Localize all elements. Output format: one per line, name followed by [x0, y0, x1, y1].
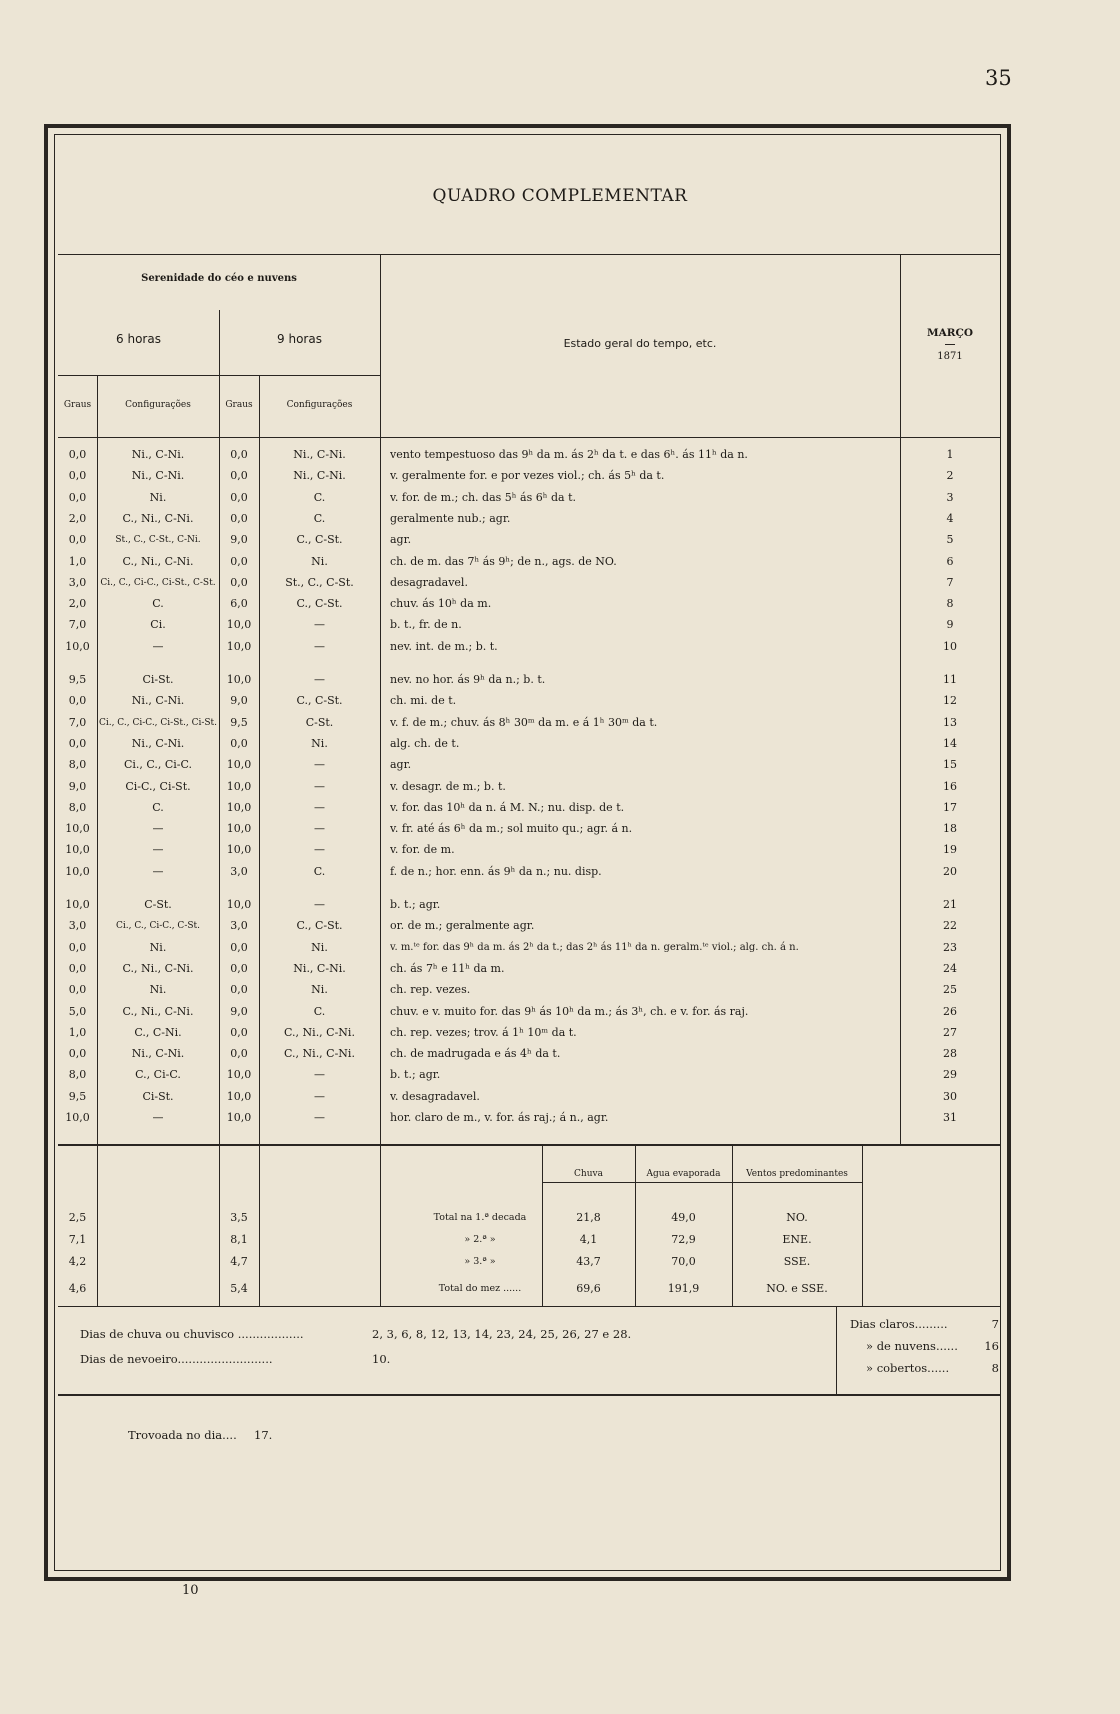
cell-estado: hor. claro de m., v. for. ás raj.; á n., agr.: [390, 1111, 609, 1124]
cell-estado: f. de n.; hor. enn. ás 9ʰ da n.; nu. disp.: [390, 864, 602, 878]
cell-c6: C.: [152, 597, 164, 611]
cell-day: 25: [943, 983, 957, 997]
cell-g6: 0,0: [68, 694, 87, 708]
cell-c6: C., Ci-C.: [135, 1068, 181, 1082]
summary-g9: 4,7: [230, 1255, 248, 1268]
cell-g6: 5,0: [68, 1004, 87, 1018]
cell-c9: —: [314, 1068, 325, 1082]
cell-g6: 10,0: [65, 864, 90, 878]
cell-c9: —: [314, 618, 325, 632]
cell-day: 27: [943, 1025, 957, 1039]
cell-c6: Ci-St.: [142, 673, 174, 686]
notes-rule: [58, 1394, 1000, 1396]
cell-c9: Ni., C-Ni.: [293, 469, 346, 483]
header-config-6: Configurações: [125, 400, 191, 410]
page-number: 35: [985, 66, 1012, 90]
cell-g9: 0,0: [230, 736, 248, 750]
header-graus-9: Graus: [225, 400, 253, 410]
cell-estado: ch. rep. vezes.: [390, 983, 471, 997]
cell-c9: Ni.: [311, 554, 328, 568]
cell-g9: 0,0: [230, 490, 248, 504]
summary-label: » 2.ª »: [464, 1234, 496, 1245]
summary-col-ventos: Ventos predominantes: [746, 1169, 848, 1179]
summary-g9: 8,1: [230, 1233, 248, 1246]
cell-g6: 0,0: [68, 490, 87, 504]
cell-g6: 0,0: [68, 961, 87, 975]
cell-g9: 9,0: [230, 533, 248, 547]
cell-g9: 10,0: [226, 639, 252, 653]
summary-g9: 5,4: [230, 1282, 248, 1295]
cell-g6: 8,0: [68, 1068, 87, 1082]
cell-g9: 0,0: [230, 511, 248, 525]
cobertos-value: 8: [991, 1361, 999, 1375]
cell-estado: or. de m.; geralmente agr.: [390, 919, 535, 933]
cell-g9: 0,0: [230, 940, 248, 954]
cell-c6: Ni.: [149, 940, 167, 954]
cell-g6: 1,0: [68, 1025, 87, 1039]
summary-g6: 4,6: [68, 1282, 87, 1295]
cell-c9: —: [314, 779, 325, 793]
summary-vento: NO. e SSE.: [766, 1282, 828, 1295]
header-graus-6: Graus: [63, 400, 92, 410]
summary-col-chuva: Chuva: [574, 1169, 603, 1179]
cell-estado: ch. de madrugada e ás 4ʰ da t.: [390, 1047, 561, 1061]
cell-estado: nev. no hor. ás 9ʰ da n.; b. t.: [390, 673, 546, 686]
cell-c6: St., C., C-St., C-Ni.: [115, 535, 201, 546]
header-config-9: Configurações: [286, 400, 353, 410]
cell-c9: —: [314, 758, 325, 772]
cell-g6: 10,0: [65, 843, 90, 857]
cell-estado: v. m.ᵗᵉ for. das 9ʰ da m. ás 2ʰ da t.; das 2ʰ ás 11ʰ da n. geralm.ᵗᵉ viol.; alg. ch. á n.: [390, 941, 799, 953]
cell-c9: Ni.: [311, 983, 328, 997]
cell-g9: 0,0: [230, 983, 248, 997]
cell-c6: —: [152, 843, 164, 857]
summary-g6: 4,2: [68, 1255, 87, 1268]
cell-c6: Ci., C., Ci-C., C-St.: [115, 921, 201, 932]
cell-day: 4: [946, 511, 954, 525]
cell-day: 19: [943, 843, 957, 857]
cell-c9: —: [314, 898, 325, 911]
summary-label: Total na 1.ª decada: [433, 1212, 527, 1223]
cell-day: 16: [943, 779, 957, 793]
cell-estado: vento tempestuoso das 9ʰ da m. ás 2ʰ da t. e das 6ʰ. ás 11ʰ da n.: [390, 448, 748, 461]
cell-estado: chuv. e v. muito for. das 9ʰ ás 10ʰ da m.; ás 3ʰ, ch. e v. for. ás raj.: [390, 1004, 749, 1018]
cell-day: 5: [946, 533, 954, 547]
summary-label: » 3.ª »: [464, 1256, 496, 1267]
nevoeiro-days-label: Dias de nevoeiro..........................: [80, 1352, 273, 1366]
cell-c9: C., Ni., C-Ni.: [284, 1047, 355, 1061]
cell-day: 9: [946, 618, 954, 632]
header-bottom-rule: [58, 437, 1000, 438]
col-line-4: [380, 254, 381, 1306]
summary-g6: 7,1: [68, 1233, 87, 1246]
month-dash: [945, 344, 955, 345]
cell-g6: 9,0: [68, 779, 87, 793]
nuvens-value: 16: [984, 1339, 999, 1353]
trovoada-value: 17.: [254, 1428, 273, 1442]
cell-estado: desagradavel.: [390, 575, 468, 589]
cell-day: 17: [943, 800, 957, 814]
cell-g9: 0,0: [230, 448, 248, 461]
summary-g9: 3,5: [230, 1211, 248, 1224]
cell-day: 13: [943, 715, 957, 729]
cell-estado: nev. int. de m.; b. t.: [390, 639, 498, 653]
nuvens-label: » de nuvens......: [866, 1339, 958, 1353]
cell-estado: v. geralmente for. e por vezes viol.; ch. ás 5ʰ da t.: [390, 469, 665, 483]
cell-estado: v. desagradavel.: [390, 1089, 480, 1103]
summary-chuva: 69,6: [576, 1282, 601, 1295]
cell-g6: 3,0: [68, 575, 87, 589]
cell-c6: Ni., C-Ni.: [131, 736, 185, 750]
cell-g6: 7,0: [68, 715, 87, 729]
cell-g6: 0,0: [68, 469, 87, 483]
cell-c9: —: [314, 1089, 325, 1103]
cell-day: 14: [943, 736, 957, 750]
cell-estado: b. t.; agr.: [390, 898, 441, 911]
cell-g9: 3,0: [230, 864, 248, 878]
cell-c6: Ni., C-Ni.: [131, 469, 185, 483]
cobertos-label: » cobertos......: [866, 1361, 950, 1375]
cell-c9: C., Ni., C-Ni.: [284, 1025, 355, 1039]
cell-c6: C., C-Ni.: [134, 1025, 182, 1039]
cell-estado: ch. rep. vezes; trov. á 1ʰ 10ᵐ da t.: [390, 1025, 577, 1039]
cell-c6: Ni.: [149, 490, 167, 504]
cell-estado: v. f. de m.; chuv. ás 8ʰ 30ᵐ da m. e á 1ʰ 30ᵐ da t.: [390, 715, 658, 729]
page-title: QUADRO COMPLEMENTAR: [432, 186, 688, 206]
header-9-horas: 9 horas: [277, 332, 322, 346]
cell-c9: C., C-St.: [296, 533, 343, 547]
footer-number: 10: [182, 1583, 199, 1598]
cell-day: 1: [946, 448, 954, 461]
cell-estado: v. for. de m.: [390, 843, 455, 857]
summary-agua: 70,0: [671, 1255, 696, 1268]
cell-day: 2: [946, 469, 954, 483]
cell-estado: agr.: [390, 533, 412, 547]
cell-g9: 10,0: [226, 779, 252, 793]
cell-c9: C.: [313, 490, 326, 504]
cell-g9: 0,0: [230, 1047, 248, 1061]
cell-c9: St., C., C-St.: [285, 575, 354, 589]
cell-estado: v. desagr. de m.; b. t.: [390, 779, 506, 793]
summary-header-rule: [542, 1182, 862, 1183]
cell-g9: 9,0: [230, 1004, 248, 1018]
cell-c9: C.: [313, 864, 326, 878]
cell-c6: Ni.: [149, 983, 167, 997]
cell-estado: ch. ás 7ʰ e 11ʰ da m.: [390, 961, 505, 975]
cell-c6: —: [152, 1111, 164, 1124]
header-serenidade: Serenidade do céo e nuvens: [141, 273, 297, 284]
summary-chuva: 4,1: [579, 1233, 598, 1246]
cell-day: 18: [943, 822, 957, 836]
cell-c9: C.: [313, 511, 326, 525]
cell-c9: C., C-St.: [296, 597, 343, 611]
cell-c6: Ci-C., Ci-St.: [125, 779, 191, 793]
cell-day: 20: [943, 864, 957, 878]
cell-g6: 10,0: [65, 822, 90, 836]
cell-day: 12: [943, 694, 957, 708]
header-month: MARÇO: [927, 327, 973, 339]
cell-c9: —: [314, 639, 325, 653]
cell-c9: —: [314, 822, 325, 836]
cell-g9: 10,0: [226, 822, 252, 836]
cell-day: 3: [946, 490, 954, 504]
cell-g6: 10,0: [65, 639, 90, 653]
cell-estado: geralmente nub.; agr.: [390, 511, 511, 525]
cell-c6: C-St.: [144, 898, 172, 911]
col-line-9: [862, 1144, 863, 1306]
cell-c6: —: [152, 864, 164, 878]
cell-g9: 10,0: [226, 758, 252, 772]
cell-c6: C., Ni., C-Ni.: [122, 961, 194, 975]
cell-g6: 9,5: [68, 673, 87, 686]
cell-day: 28: [943, 1047, 957, 1061]
cell-estado: v. for. das 10ʰ da n. á M. N.; nu. disp. de t.: [390, 800, 625, 814]
cell-g6: 9,5: [68, 1089, 87, 1103]
summary-vento: NO.: [786, 1211, 808, 1224]
cell-g9: 9,0: [230, 694, 248, 708]
cell-g9: 9,5: [230, 715, 248, 729]
cell-day: 8: [946, 597, 954, 611]
cell-g9: 3,0: [230, 919, 248, 933]
cell-estado: ch. mi. de t.: [390, 694, 457, 708]
cell-g9: 0,0: [230, 575, 248, 589]
cell-g9: 0,0: [230, 961, 248, 975]
summary-g6: 2,5: [68, 1211, 87, 1224]
summary-vento: SSE.: [783, 1255, 811, 1268]
header-6-horas: 6 horas: [116, 332, 161, 346]
cell-estado: agr.: [390, 758, 412, 772]
cell-g9: 10,0: [226, 843, 252, 857]
summary-agua: 191,9: [667, 1282, 700, 1295]
col-line-10: [836, 1306, 837, 1394]
cell-g9: 10,0: [226, 673, 252, 686]
days-bottom-rule: [58, 1144, 1000, 1146]
cell-g9: 10,0: [226, 800, 252, 814]
cell-c9: —: [314, 843, 325, 857]
cell-day: 15: [943, 758, 957, 772]
cell-c9: Ni.: [311, 940, 328, 954]
cell-c6: Ci., C., Ci-C., Ci-St., Ci-St.: [98, 717, 218, 728]
cell-g9: 0,0: [230, 554, 248, 568]
cell-c6: Ni., C-Ni.: [131, 1047, 185, 1061]
cell-c6: Ci.: [150, 618, 166, 632]
cell-g6: 8,0: [68, 758, 87, 772]
cell-g6: 2,0: [68, 597, 87, 611]
cell-g9: 10,0: [226, 1111, 252, 1124]
trovoada-label: Trovoada no dia....: [128, 1428, 237, 1442]
cell-c9: Ni., C-Ni.: [293, 961, 346, 975]
cell-g9: 10,0: [226, 618, 252, 632]
cell-c9: —: [314, 673, 325, 686]
cell-day: 22: [943, 919, 957, 933]
cell-g6: 1,0: [68, 554, 87, 568]
cell-g9: 0,0: [230, 1025, 248, 1039]
cell-g6: 0,0: [68, 448, 87, 461]
header-top-rule: [58, 254, 1000, 255]
cell-day: 30: [943, 1089, 957, 1103]
cell-estado: b. t., fr. de n.: [390, 618, 462, 632]
chuva-days-value: 2, 3, 6, 8, 12, 13, 14, 23, 24, 25, 26, 27 e 28.: [372, 1327, 632, 1341]
cell-c9: —: [314, 800, 325, 814]
cell-g6: 2,0: [68, 511, 87, 525]
cell-c6: —: [152, 822, 164, 836]
cell-day: 24: [943, 961, 957, 975]
cell-g6: 3,0: [68, 919, 87, 933]
cell-c9: C-St.: [305, 715, 334, 729]
cell-estado: ch. de m. das 7ʰ ás 9ʰ; de n., ags. de NO.: [390, 554, 617, 568]
cell-g6: 8,0: [68, 800, 87, 814]
cell-estado: v. for. de m.; ch. das 5ʰ ás 6ʰ da t.: [390, 490, 577, 504]
summary-chuva: 21,8: [576, 1211, 601, 1224]
summary-agua: 49,0: [671, 1211, 696, 1224]
cell-g6: 7,0: [68, 618, 87, 632]
cell-c9: C., C-St.: [296, 919, 343, 933]
summary-bottom-rule: [58, 1306, 1000, 1307]
cell-c9: Ni.: [311, 736, 328, 750]
cell-day: 7: [946, 575, 954, 589]
header-year: 1871: [937, 351, 963, 362]
claros-value: 7: [991, 1317, 999, 1331]
cell-day: 10: [943, 639, 957, 653]
cell-c6: C., Ni., C-Ni.: [122, 554, 194, 568]
summary-col-agua: Agua evaporada: [646, 1169, 721, 1179]
cell-g6: 0,0: [68, 940, 87, 954]
cell-g6: 0,0: [68, 736, 87, 750]
cell-day: 26: [943, 1004, 957, 1018]
summary-agua: 72,9: [671, 1233, 696, 1246]
cell-c6: Ni., C-Ni.: [131, 694, 185, 708]
header-estado: Estado geral do tempo, etc.: [563, 337, 717, 350]
chuva-days-label: Dias de chuva ou chuvisco ..................: [80, 1327, 304, 1341]
cell-g6: 0,0: [68, 533, 87, 547]
cell-c6: Ci., C., Ci-C.: [123, 758, 193, 772]
cell-g9: 0,0: [230, 469, 248, 483]
cell-g6: 10,0: [65, 898, 90, 911]
cell-day: 31: [943, 1111, 957, 1124]
claros-label: Dias claros.........: [850, 1317, 948, 1331]
cell-c6: C., Ni., C-Ni.: [122, 1004, 194, 1018]
cell-c6: C.: [152, 800, 164, 814]
cell-g9: 10,0: [226, 1089, 252, 1103]
cell-day: 11: [943, 673, 957, 686]
cell-c6: —: [152, 639, 164, 653]
cell-g9: 10,0: [226, 898, 252, 911]
summary-label: Total do mez ......: [438, 1283, 522, 1294]
cell-c6: Ni., C-Ni.: [131, 448, 185, 461]
cell-day: 6: [946, 554, 954, 568]
cell-g6: 0,0: [68, 1047, 87, 1061]
cell-estado: v. fr. até ás 6ʰ da m.; sol muito qu.; agr. á n.: [390, 822, 633, 836]
cell-day: 21: [943, 898, 957, 911]
summary-vento: ENE.: [782, 1233, 812, 1246]
cell-estado: b. t.; agr.: [390, 1068, 441, 1082]
cell-g9: 10,0: [226, 1068, 252, 1082]
cell-c9: C., C-St.: [296, 694, 343, 708]
cell-c6: Ci-St.: [142, 1089, 174, 1103]
cell-c9: —: [314, 1111, 325, 1124]
cell-g6: 10,0: [65, 1111, 90, 1124]
cell-day: 23: [943, 940, 957, 954]
cell-estado: alg. ch. de t.: [390, 736, 460, 750]
cell-c9: C.: [313, 1004, 326, 1018]
cell-day: 29: [943, 1068, 957, 1082]
cell-c6: Ci., C., Ci-C., Ci-St., C-St.: [100, 577, 216, 588]
cell-g6: 0,0: [68, 983, 87, 997]
cell-g9: 6,0: [230, 597, 248, 611]
nevoeiro-days-value: 10.: [372, 1352, 391, 1366]
cell-estado: chuv. ás 10ʰ da m.: [390, 597, 492, 611]
cell-c9: Ni., C-Ni.: [293, 448, 346, 461]
cell-c6: C., Ni., C-Ni.: [122, 511, 194, 525]
summary-chuva: 43,7: [576, 1255, 601, 1268]
